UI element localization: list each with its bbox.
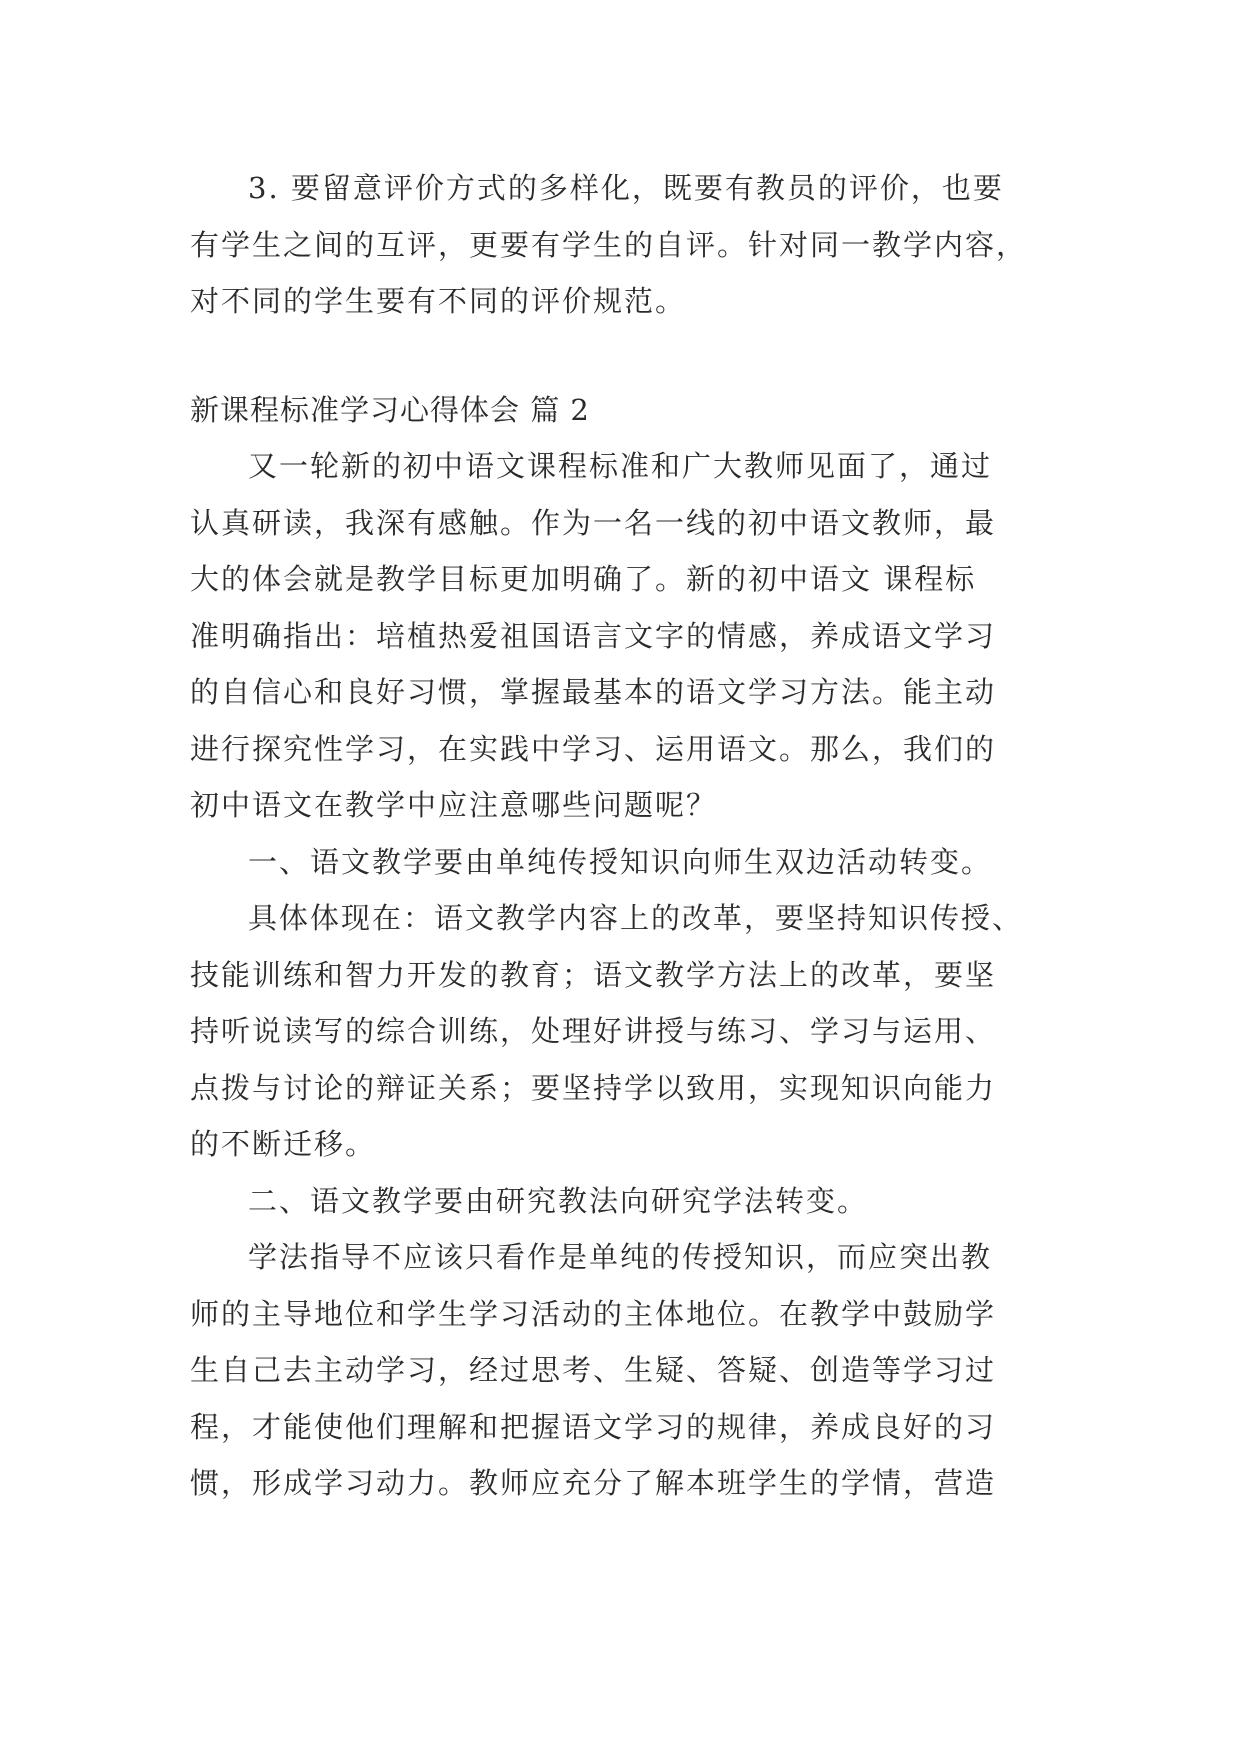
text-line: 一、语文教学要由单纯传授知识向师生双边活动转变。 [248, 844, 993, 879]
section-heading: 新课程标准学习心得体会 篇 2 [190, 392, 590, 427]
paragraph-point-one-detail [190, 890, 1050, 1173]
text-line: 生自己去主动学习，经过思考、生疑、答疑、创造等学习过 [190, 1353, 997, 1387]
text-line: 认真研读，我深有感触。作为一名一线的初中语文教师，最 [190, 505, 997, 540]
text-line: 有学生之间的互评，更要有学生的自评。针对同一教学内容， [190, 227, 1028, 262]
text-line: 准明确指出：培植热爱祖国语言文字的情感，养成语文学习 [190, 618, 997, 653]
text-line: 大的体会就是教学目标更加明确了。新的初中语文 课程标 [190, 562, 977, 596]
text-line: 持听说读写的综合训练，处理好讲授与练习、学习与运用、 [190, 1014, 997, 1048]
text-line: 进行探究性学习，在实践中学习、运用语文。那么，我们的 [190, 731, 997, 766]
text-line: 初中语文在教学中应注意哪些问题呢？ [190, 788, 718, 822]
text-line: 具体体现在：语文教学内容上的改革，要坚持知识传授、 [248, 901, 1024, 935]
text-line: 点拨与讨论的辩证关系；要坚持学以致用，实现知识向能力 [190, 1070, 997, 1105]
paragraph-point-two-detail [190, 1229, 1050, 1512]
paragraph-evaluation-methods [190, 160, 1050, 330]
text-line: 师的主导地位和学生学习活动的主体地位。在教学中鼓励学 [190, 1296, 997, 1331]
document-body [190, 160, 1050, 1512]
text-line: 的不断迁移。 [190, 1127, 377, 1161]
text-line: 又一轮新的初中语文课程标准和广大教师见面了，通过 [248, 449, 993, 483]
text-line: 3. 要留意评价方式的多样化，既要有教员的评价，也要 [248, 171, 1004, 205]
text-line: 程，才能使他们理解和把握语文学习的规律，养成良好的习 [190, 1409, 997, 1444]
text-line: 对不同的学生要有不同的评价规范。 [190, 284, 687, 318]
text-line: 的自信心和良好习惯，掌握最基本的语文学习方法。能主动 [190, 675, 997, 709]
paragraph-intro [190, 438, 1050, 834]
text-line: 学法指导不应该只看作是单纯的传授知识，而应突出教 [248, 1240, 993, 1274]
text-line: 技能训练和智力开发的教育；语文教学方法上的改革，要坚 [190, 957, 997, 992]
paragraph-point-two [190, 1173, 1050, 1230]
text-line: 二、语文教学要由研究教法向研究学法转变。 [248, 1183, 869, 1218]
paragraph-point-one [190, 834, 1050, 891]
text-line: 惯，形成学习动力。教师应充分了解本班学生的学情，营造 [190, 1466, 997, 1500]
